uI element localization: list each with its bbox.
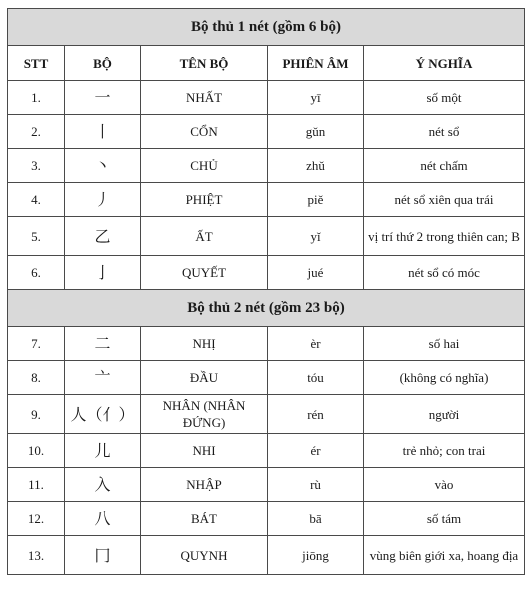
- cell-name: ẤT: [141, 217, 268, 256]
- cell-pinyin: rén: [268, 395, 364, 434]
- cell-pinyin: zhǔ: [268, 149, 364, 183]
- cell-stt: 10.: [8, 434, 65, 468]
- radical-table: [7, 8, 525, 575]
- cell-meaning: vùng biên giới xa, hoang địa: [364, 536, 525, 575]
- cell-stt: 7.: [8, 327, 65, 361]
- table-row: [8, 468, 525, 502]
- cell-radical: 丶: [65, 149, 141, 183]
- cell-meaning: vị trí thứ 2 trong thiên can; B: [364, 217, 525, 256]
- cell-name: ĐẦU: [141, 361, 268, 395]
- cell-radical: 丨: [65, 115, 141, 149]
- cell-name: QUYẾT: [141, 256, 268, 290]
- section-header: [8, 290, 525, 327]
- cell-stt: 2.: [8, 115, 65, 149]
- cell-meaning: số một: [364, 81, 525, 115]
- table-row: [8, 217, 525, 256]
- header-y-nghia: Ý NGHĨA: [364, 46, 525, 81]
- cell-radical: 二: [65, 327, 141, 361]
- cell-pinyin: rù: [268, 468, 364, 502]
- cell-meaning: số hai: [364, 327, 525, 361]
- cell-stt: 1.: [8, 81, 65, 115]
- section-title: Bộ thủ 2 nét (gồm 23 bộ): [8, 290, 525, 327]
- table-row: [8, 434, 525, 468]
- cell-pinyin: tóu: [268, 361, 364, 395]
- cell-name: PHIỆT: [141, 183, 268, 217]
- cell-stt: 6.: [8, 256, 65, 290]
- cell-meaning: (không có nghĩa): [364, 361, 525, 395]
- cell-pinyin: èr: [268, 327, 364, 361]
- cell-pinyin: ér: [268, 434, 364, 468]
- cell-stt: 13.: [8, 536, 65, 575]
- cell-name: NHẤT: [141, 81, 268, 115]
- cell-meaning: trẻ nhỏ; con trai: [364, 434, 525, 468]
- cell-name: BÁT: [141, 502, 268, 536]
- cell-stt: 3.: [8, 149, 65, 183]
- cell-name: NHÂN (NHÂN ĐỨNG): [141, 395, 268, 434]
- cell-radical: 丿: [65, 183, 141, 217]
- header-ten-bo: TÊN BỘ: [141, 46, 268, 81]
- cell-name: CỔN: [141, 115, 268, 149]
- table-row: [8, 183, 525, 217]
- cell-meaning: số tám: [364, 502, 525, 536]
- cell-meaning: nét sổ có móc: [364, 256, 525, 290]
- cell-name: CHỦ: [141, 149, 268, 183]
- cell-stt: 5.: [8, 217, 65, 256]
- cell-name: NHI: [141, 434, 268, 468]
- cell-stt: 4.: [8, 183, 65, 217]
- table-row: [8, 395, 525, 434]
- table-row: [8, 81, 525, 115]
- cell-radical: 亠: [65, 361, 141, 395]
- cell-pinyin: yǐ: [268, 217, 364, 256]
- cell-radical: 八: [65, 502, 141, 536]
- table-row: [8, 149, 525, 183]
- cell-meaning: vào: [364, 468, 525, 502]
- cell-meaning: nét sổ xiên qua trái: [364, 183, 525, 217]
- cell-stt: 11.: [8, 468, 65, 502]
- header-phien-am: PHIÊN ÂM: [268, 46, 364, 81]
- cell-pinyin: gǔn: [268, 115, 364, 149]
- table-row: [8, 327, 525, 361]
- table-row: [8, 115, 525, 149]
- header-bo: BỘ: [65, 46, 141, 81]
- column-headers: [8, 46, 525, 81]
- cell-stt: 8.: [8, 361, 65, 395]
- cell-name: NHẬP: [141, 468, 268, 502]
- cell-stt: 12.: [8, 502, 65, 536]
- table-row: [8, 256, 525, 290]
- cell-radical: 人（亻）: [65, 395, 141, 434]
- cell-stt: 9.: [8, 395, 65, 434]
- table-row: [8, 361, 525, 395]
- cell-name: NHỊ: [141, 327, 268, 361]
- table-row: [8, 536, 525, 575]
- table-row: [8, 502, 525, 536]
- section-header: [8, 9, 525, 46]
- cell-pinyin: yī: [268, 81, 364, 115]
- cell-pinyin: bā: [268, 502, 364, 536]
- cell-radical: 冂: [65, 536, 141, 575]
- header-stt: STT: [8, 46, 65, 81]
- cell-pinyin: piě: [268, 183, 364, 217]
- cell-radical: 乙: [65, 217, 141, 256]
- cell-pinyin: jiōng: [268, 536, 364, 575]
- cell-pinyin: jué: [268, 256, 364, 290]
- cell-radical: 一: [65, 81, 141, 115]
- cell-radical: 入: [65, 468, 141, 502]
- cell-meaning: nét sổ: [364, 115, 525, 149]
- cell-radical: 儿: [65, 434, 141, 468]
- cell-name: QUYNH: [141, 536, 268, 575]
- section-title: Bộ thủ 1 nét (gồm 6 bộ): [8, 9, 525, 46]
- cell-meaning: nét chấm: [364, 149, 525, 183]
- cell-meaning: người: [364, 395, 525, 434]
- cell-radical: 亅: [65, 256, 141, 290]
